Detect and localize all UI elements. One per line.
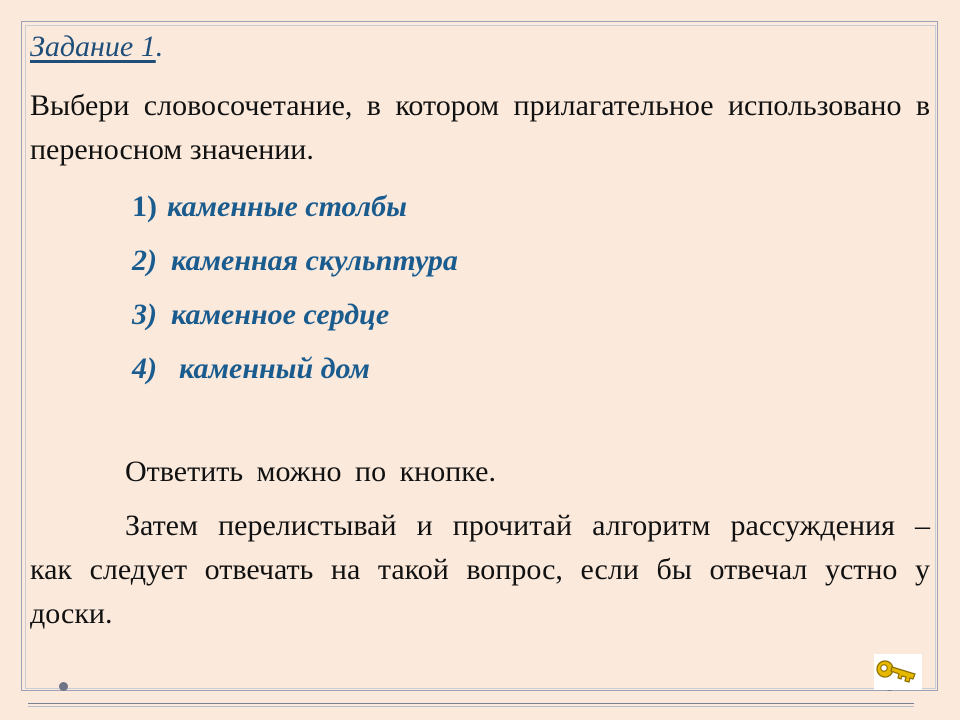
option-2-number: 2) — [132, 244, 157, 277]
option-4[interactable] — [132, 342, 458, 396]
task-title — [30, 30, 163, 64]
bottom-divider-secondary — [28, 706, 914, 707]
bottom-divider — [28, 703, 914, 704]
option-1[interactable] — [132, 180, 458, 234]
answer-options — [132, 180, 458, 396]
question-text: Выбери словосочетание, в котором прилагательное использовано в переносном значении. — [30, 89, 930, 166]
option-1-text: каменные столбы — [167, 190, 407, 223]
option-2-text: каменная скульптура — [171, 244, 458, 277]
algorithm-instruction: Затем перелистывай и прочитай алгоритм рассуждения – как следует отвечать на такой вопрос, если бы отвечал устно у доски. — [30, 509, 930, 630]
option-4-text: каменный дом — [179, 352, 370, 385]
task-title-suffix: . — [155, 30, 164, 63]
option-2[interactable] — [132, 234, 458, 288]
key-icon — [875, 657, 921, 687]
option-3-text: каменное сердце — [171, 298, 390, 331]
option-1-number: 1) — [132, 190, 157, 223]
left-dot-decoration — [59, 682, 68, 691]
answer-instruction: Ответить можно по кнопке. — [125, 455, 496, 488]
task-title-link[interactable]: Задание 1 — [30, 30, 156, 63]
answer-key-button[interactable] — [874, 654, 922, 690]
option-4-number: 4) — [132, 352, 157, 385]
option-3[interactable] — [132, 288, 458, 342]
option-3-number: 3) — [132, 298, 157, 331]
